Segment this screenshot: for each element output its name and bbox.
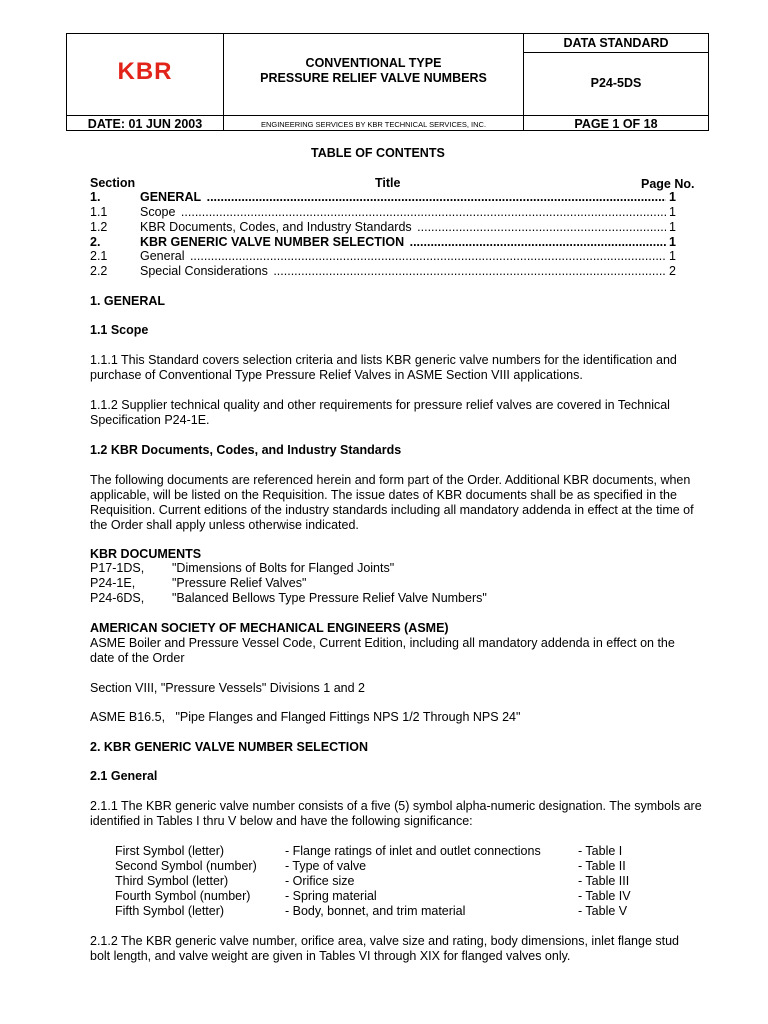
doc-code: P24-6DS, [90,591,145,605]
data-standard-label: DATA STANDARD [563,36,669,50]
symbol-desc: - Type of valve [285,859,367,873]
doc-title: "Balanced Bellows Type Pressure Relief Valve Numbers" [172,591,487,605]
toc-entry[interactable]: 1.1 Scope ..... 1 [90,205,676,220]
paragraph: ASME B16.5, "Pipe Flanges and Flanged Fittings NPS 1/2 Through NPS 24" [90,710,521,724]
kbr-logo: KBR [117,58,173,85]
symbol-table: - Table II [578,859,626,873]
section-heading: 2.1 General [90,769,158,783]
paragraph: 2.1.1 The KBR generic valve number consists of a five (5) symbol alpha-numeric designation. The symbols are identified in Tables I thru V below and have the following significance: [90,799,702,828]
document-title: CONVENTIONAL TYPE PRESSURE RELIEF VALVE NUMBERS [260,56,487,85]
toc-col-title: Title [375,176,401,190]
symbol-desc: - Orifice size [285,874,355,888]
toc-entry[interactable]: 2.1 General ..... 1 [90,249,676,264]
paragraph: 2.1.2 The KBR generic valve number, orifice area, valve size and rating, body dimensions, inlet flange stud bolt length, and valve weight are given in Tables VI through XIX for flanged valves only. [90,934,679,963]
section-heading: 1.2 KBR Documents, Codes, and Industry Standards [90,443,402,457]
toc-col-page: Page No. [641,177,695,191]
symbol-table: - Table I [578,844,623,858]
paragraph: 1.1.1 This Standard covers selection criteria and lists KBR generic valve numbers for the identification and purchase of Conventional Type Pressure Relief Valves in ASME Section VIII applications. [90,353,677,382]
engineering-credit: ENGINEERING SERVICES BY KBR TECHNICAL SERVICES, INC. [260,120,487,129]
symbol-name: Third Symbol (letter) [115,874,229,888]
page-indicator: PAGE 1 OF 18 [574,117,658,131]
section-heading: 1. GENERAL [90,294,166,308]
paragraph: The following documents are referenced herein and form part of the Order. Additional KBR documents, when applicable, will be listed on the Requisition. The issue dates of KBR documents shall be as specified in the Requisition. Current editions of the industry standards including all mandatory addenda in effect at the time of the Order shall apply unless otherwise indicated. [90,473,694,532]
symbol-name: Fifth Symbol (letter) [115,904,225,918]
symbol-name: First Symbol (letter) [115,844,225,858]
paragraph: Section VIII, "Pressure Vessels" Divisions 1 and 2 [90,681,365,695]
toc-entry[interactable]: 2. KBR GENERIC VALVE NUMBER SELECTION ..... 1 [90,235,676,250]
toc-col-section: Section [90,176,136,190]
toc-entry[interactable]: 1.2 KBR Documents, Codes, and Industry Standards ..... 1 [90,220,676,235]
doc-code: P17-1DS, [90,561,145,575]
doc-code: P24-1E, [90,576,136,590]
section-heading: 2. KBR GENERIC VALVE NUMBER SELECTION [90,740,369,754]
symbol-desc: - Spring material [285,889,377,903]
subsection-heading: AMERICAN SOCIETY OF MECHANICAL ENGINEERS (ASME) [90,621,449,635]
section-heading: 1.1 Scope [90,323,149,337]
document-number: P24-5DS [590,76,642,90]
document-date: DATE: 01 JUN 2003 [87,117,203,131]
toc-entry[interactable]: 1. GENERAL ..... 1 [90,190,676,205]
subsection-heading: KBR DOCUMENTS [90,547,202,561]
symbol-table: - Table V [578,904,628,918]
doc-title: "Pressure Relief Valves" [172,576,307,590]
doc-title: "Dimensions of Bolts for Flanged Joints" [172,561,395,575]
symbol-name: Fourth Symbol (number) [115,889,251,903]
symbol-table: - Table IV [578,889,631,903]
paragraph: 1.1.2 Supplier technical quality and other requirements for pressure relief valves are covered in Technical Specification P24-1E. [90,398,670,427]
symbol-desc: - Flange ratings of inlet and outlet connections [285,844,541,858]
symbol-table: - Table III [578,874,630,888]
symbol-desc: - Body, bonnet, and trim material [285,904,466,918]
toc-entry[interactable]: 2.2 Special Considerations ..... 2 [90,264,676,279]
document-header [66,33,709,131]
symbol-name: Second Symbol (number) [115,859,257,873]
toc-title: TABLE OF CONTENTS [311,146,445,160]
paragraph: ASME Boiler and Pressure Vessel Code, Current Edition, including all mandatory addenda in effect on the date of the Order [90,636,675,665]
